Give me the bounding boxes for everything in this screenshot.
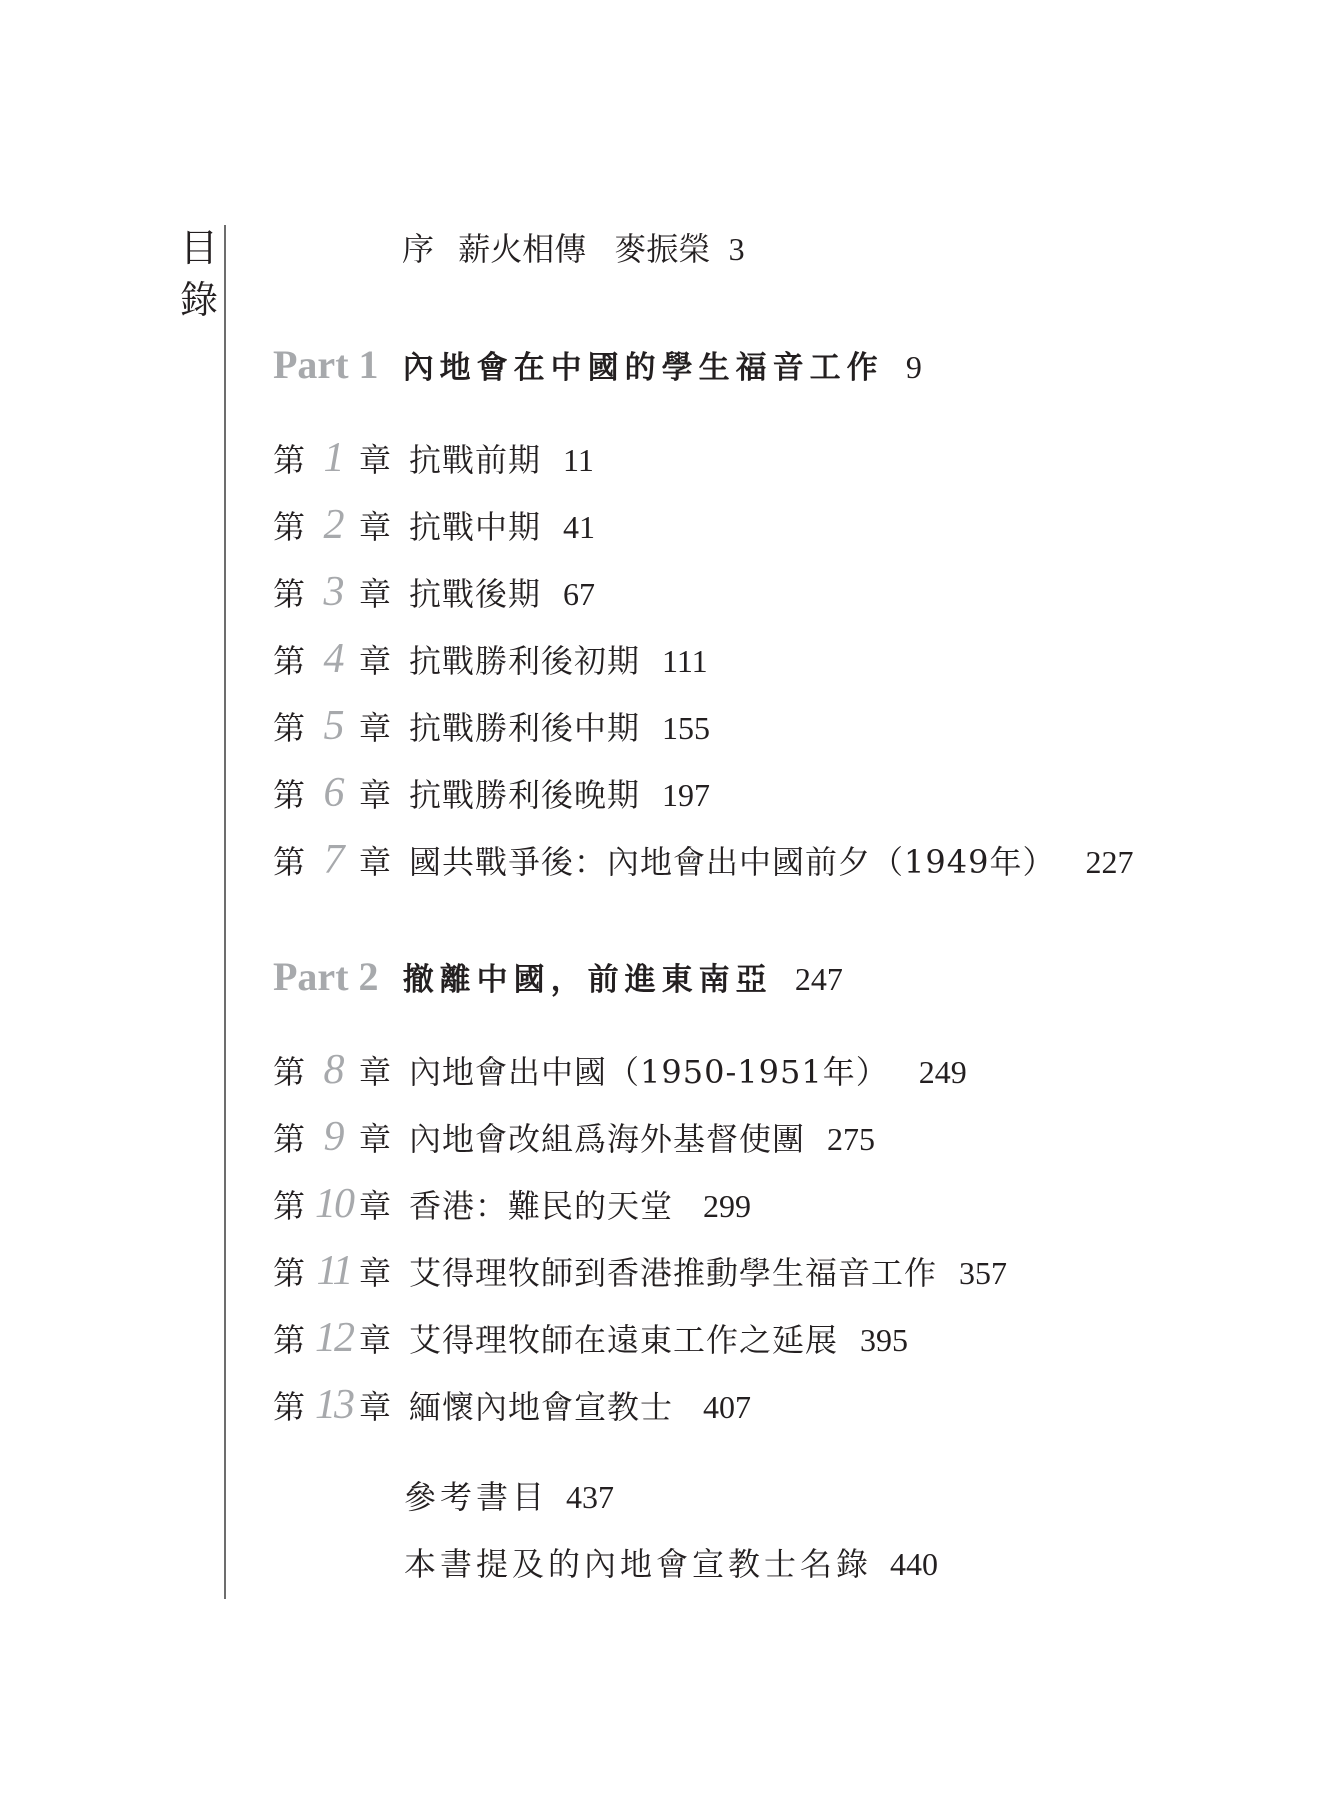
chapter-prefix: 第: [273, 1388, 306, 1426]
chapter-suffix: 章: [359, 1187, 392, 1225]
chapter-title: 艾得理牧師到香港推動學生福音工作: [409, 1254, 938, 1292]
chapter-suffix: 章: [359, 1053, 392, 1091]
chapter-suffix: 章: [359, 441, 392, 479]
toc-heading-char-2: 錄: [179, 278, 218, 322]
preface-label: 序: [402, 230, 435, 268]
chapter-entry-5[interactable]: [273, 703, 711, 749]
chapter-number: 9: [323, 1114, 345, 1160]
chapter-number: 13: [315, 1382, 353, 1428]
chapter-entry-9[interactable]: [273, 1114, 876, 1160]
chapter-suffix: 章: [359, 575, 392, 613]
chapter-suffix: 章: [359, 1254, 392, 1292]
chapter-prefix: 第: [273, 441, 306, 479]
chapter-suffix: 章: [359, 1388, 392, 1426]
chapter-entry-2[interactable]: [273, 502, 596, 548]
chapter-prefix: 第: [273, 508, 306, 546]
chapter-number: 7: [323, 837, 345, 883]
back-matter-bibliography[interactable]: [404, 1477, 614, 1517]
chapter-page: 249: [918, 1054, 967, 1090]
chapter-title: 抗戰勝利後初期: [409, 642, 641, 680]
chapter-number: 2: [323, 502, 345, 548]
chapter-page: 111: [662, 643, 708, 679]
chapter-number: 3: [323, 569, 345, 615]
chapter-title: 緬懷內地會宣教士: [409, 1388, 674, 1426]
chapter-title: 抗戰前期: [409, 441, 542, 479]
chapter-number: 5: [323, 703, 345, 749]
preface-author: 麥振榮: [614, 230, 711, 268]
part-label: Part 1: [273, 342, 379, 387]
chapter-page: 41: [563, 509, 596, 545]
preface-page: 3: [728, 231, 745, 267]
chapter-entry-7[interactable]: [273, 837, 1134, 883]
back-matter-title: 本書提及的內地會宣教士名錄: [404, 1545, 873, 1583]
chapter-number: 8: [323, 1047, 345, 1093]
chapter-suffix: 章: [359, 709, 392, 747]
chapter-number: 11: [316, 1248, 352, 1294]
chapter-prefix: 第: [273, 1254, 306, 1292]
part-page: 9: [905, 349, 922, 385]
chapter-number: 10: [315, 1181, 353, 1227]
chapter-prefix: 第: [273, 776, 306, 814]
chapter-prefix: 第: [273, 575, 306, 613]
chapter-title: 抗戰勝利後晚期: [409, 776, 641, 814]
part-heading-2[interactable]: [273, 954, 843, 1000]
toc-heading: [176, 222, 222, 326]
vertical-divider: [224, 225, 226, 1599]
chapter-page: 67: [563, 576, 596, 612]
chapter-title: 抗戰中期: [409, 508, 542, 546]
preface-entry[interactable]: [402, 229, 745, 269]
toc-heading-char-1: 目: [179, 226, 218, 270]
chapter-entry-6[interactable]: [273, 770, 711, 816]
part-label: Part 2: [273, 954, 379, 999]
chapter-page: 227: [1085, 844, 1134, 880]
part-title: 內地會在中國的學生福音工作: [402, 350, 884, 386]
chapter-suffix: 章: [359, 1120, 392, 1158]
chapter-page: 299: [703, 1188, 752, 1224]
chapter-page: 395: [860, 1322, 909, 1358]
part-heading-1[interactable]: [273, 342, 922, 388]
chapter-prefix: 第: [273, 709, 306, 747]
chapter-number: 1: [323, 435, 345, 481]
chapter-number: 4: [323, 636, 345, 682]
chapter-suffix: 章: [359, 1321, 392, 1359]
part-page: 247: [794, 961, 843, 997]
chapter-title: 抗戰勝利後中期: [409, 709, 641, 747]
chapter-entry-11[interactable]: [273, 1248, 1008, 1294]
chapter-suffix: 章: [359, 642, 392, 680]
chapter-entry-8[interactable]: [273, 1047, 967, 1093]
chapter-title: 內地會改組爲海外基督使團: [409, 1120, 806, 1158]
chapter-page: 155: [662, 710, 711, 746]
back-matter-missionary-list[interactable]: [404, 1544, 938, 1584]
chapter-page: 11: [563, 442, 594, 478]
chapter-title: 艾得理牧師在遠東工作之延展: [409, 1321, 839, 1359]
chapter-number: 6: [323, 770, 345, 816]
chapter-prefix: 第: [273, 843, 306, 881]
chapter-prefix: 第: [273, 1053, 306, 1091]
chapter-prefix: 第: [273, 1321, 306, 1359]
chapter-page: 275: [827, 1121, 876, 1157]
back-matter-page: 437: [566, 1479, 615, 1515]
chapter-entry-13[interactable]: [273, 1382, 752, 1428]
chapter-page: 197: [662, 777, 711, 813]
chapter-suffix: 章: [359, 508, 392, 546]
chapter-title: 香港：難民的天堂: [409, 1187, 674, 1225]
part-title: 撤離中國，前進東南亞: [402, 962, 773, 998]
chapter-prefix: 第: [273, 1120, 306, 1158]
chapter-prefix: 第: [273, 1187, 306, 1225]
chapter-entry-10[interactable]: [273, 1181, 752, 1227]
chapter-entry-12[interactable]: [273, 1315, 909, 1361]
chapter-title: 抗戰後期: [409, 575, 542, 613]
chapter-prefix: 第: [273, 642, 306, 680]
back-matter-title: 參考書目: [404, 1478, 549, 1516]
chapter-entry-3[interactable]: [273, 569, 596, 615]
chapter-page: 357: [959, 1255, 1008, 1291]
preface-title: 薪火相傳: [458, 230, 587, 268]
chapter-page: 407: [703, 1389, 752, 1425]
chapter-entry-1[interactable]: [273, 435, 594, 481]
chapter-number: 12: [315, 1315, 353, 1361]
chapter-entry-4[interactable]: [273, 636, 708, 682]
chapter-title: 內地會出中國（1950-1951年）: [409, 1053, 889, 1091]
chapter-suffix: 章: [359, 843, 392, 881]
chapter-suffix: 章: [359, 776, 392, 814]
back-matter-page: 440: [890, 1546, 939, 1582]
chapter-title: 國共戰爭後：內地會出中國前夕（1949年）: [409, 843, 1056, 881]
